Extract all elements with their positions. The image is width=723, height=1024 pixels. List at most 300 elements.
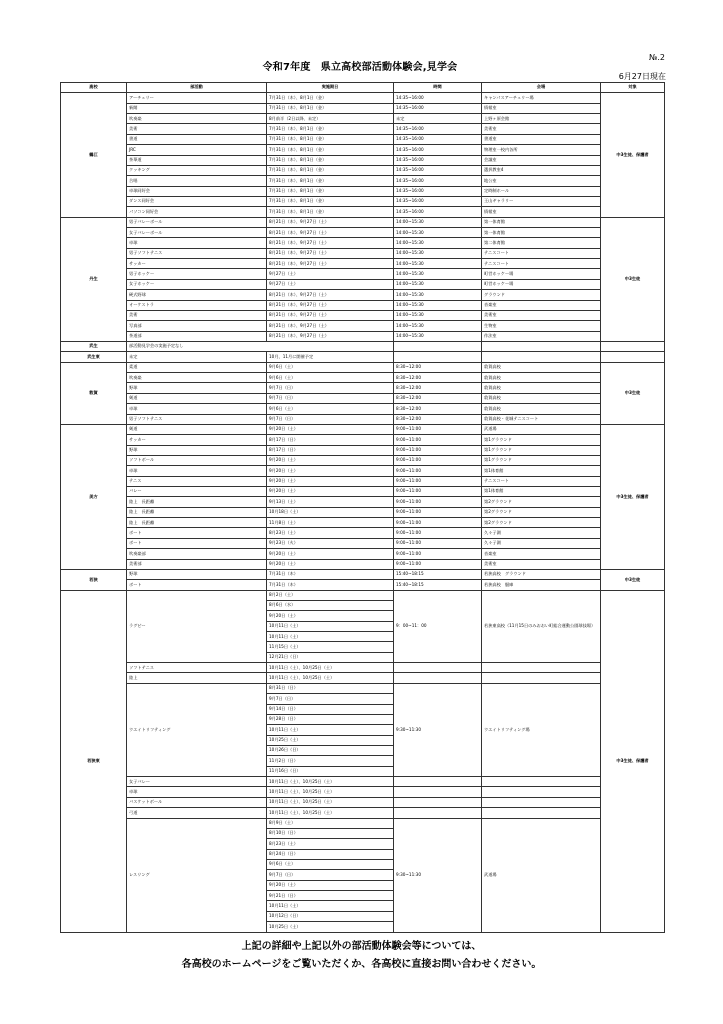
event-venue: 選択教室4	[482, 165, 601, 175]
event-venue: 第1体育館	[482, 487, 601, 497]
club-name: 写真部	[127, 321, 267, 331]
event-venue: 美術室	[482, 559, 601, 569]
event-date: 7月31日（木）、8月1日（金）	[267, 155, 394, 165]
page-title: 令和7年度 県立高校部活動体験会,見学会	[262, 62, 458, 73]
event-time	[394, 787, 482, 797]
club-name: 美術	[127, 310, 267, 320]
club-name: 新聞	[127, 103, 267, 113]
event-time: 14:35~16:00	[394, 145, 482, 155]
event-time: 14:00~15:30	[394, 228, 482, 238]
event-time: 14:35~16:00	[394, 103, 482, 113]
target-audience: 中3生徒、保護者	[601, 590, 665, 932]
school-name: 丹生	[61, 217, 127, 341]
table-row	[61, 93, 665, 103]
event-date: 9月6日（土）	[267, 362, 394, 372]
event-venue: 若狭東高校（11月15日のみおおい町総合運動公園球技場）	[482, 590, 601, 663]
event-date: 8月10日（日）	[267, 828, 394, 838]
club-name: ラグビー	[127, 590, 267, 663]
table-row	[61, 787, 665, 797]
event-date: 10月11日（土）、10月25日（土）	[267, 777, 394, 787]
event-date: 7月31日（木）、8月1日（金）	[267, 196, 394, 206]
event-time: 未定	[394, 114, 482, 124]
event-date: 10月18日（土）	[267, 507, 394, 517]
event-date: 9月20日（土）	[267, 880, 394, 890]
event-time: 14:35~16:00	[394, 124, 482, 134]
event-date: 8月31日（日）	[267, 683, 394, 693]
event-venue	[482, 777, 601, 787]
event-date: 7月31日（木）	[267, 569, 394, 579]
table-row	[61, 528, 665, 538]
event-date: 7月31日（木）、8月1日（金）	[267, 103, 394, 113]
event-time: 9:30~11:30	[394, 818, 482, 932]
event-time: 8:30~12:00	[394, 373, 482, 383]
event-date: 9月7日（日）	[267, 383, 394, 393]
event-venue: 敦賀高校・花城テニスコート	[482, 414, 601, 424]
event-date: 7月31日（木）、8月1日（金）	[267, 165, 394, 175]
event-venue: キャンパスアーチェリー場	[482, 93, 601, 103]
event-date: 10月12日（日）	[267, 911, 394, 921]
club-name: 陸上 長距離	[127, 497, 267, 507]
event-time: 14:00~15:30	[394, 331, 482, 341]
event-venue: 第一体育館	[482, 228, 601, 238]
school-name: 若狭東	[61, 590, 127, 932]
event-date: 8月23日（土）	[267, 528, 394, 538]
event-time	[394, 352, 482, 362]
table-row	[61, 435, 665, 445]
club-name: 女子ホッケー	[127, 279, 267, 289]
event-time: 9:00~11:00	[394, 518, 482, 528]
target-audience	[601, 352, 665, 362]
table-row	[61, 777, 665, 787]
event-date: 10月11日（土）、10月25日（土）	[267, 663, 394, 673]
event-venue: 情報室	[482, 103, 601, 113]
column-header-time: 時間	[394, 83, 482, 93]
event-venue: 第2グラウンド	[482, 507, 601, 517]
event-time: 14:35~16:00	[394, 176, 482, 186]
event-time: 14:00~15:30	[394, 238, 482, 248]
event-date: 9月27日（土）	[267, 279, 394, 289]
table-row	[61, 673, 665, 683]
event-venue: 音楽室	[482, 300, 601, 310]
event-date: 9月7日（日）	[267, 694, 394, 704]
event-venue: 第1グラウンド	[482, 445, 601, 455]
event-date: 9月20日（土）	[267, 476, 394, 486]
event-date: 8月21日（木）、9月27日（土）	[267, 259, 394, 269]
event-time: 8:30~12:00	[394, 393, 482, 403]
club-name: 卓球同好会	[127, 186, 267, 196]
event-time: 9:00~11:00	[394, 528, 482, 538]
table-row	[61, 228, 665, 238]
table-row	[61, 165, 665, 175]
club-name: ソフトテニス	[127, 663, 267, 673]
event-date: 8月23日（土）	[267, 839, 394, 849]
event-date: 9月7日（日）	[267, 870, 394, 880]
club-name: 美術	[127, 124, 267, 134]
event-venue: 敦賀高校	[482, 393, 601, 403]
event-time: 8:30~12:00	[394, 383, 482, 393]
event-date: 8月21日（木）、9月27日（土）	[267, 238, 394, 248]
table-row	[61, 455, 665, 465]
event-time: 9:00~11:00	[394, 538, 482, 548]
school-name: 敦賀	[61, 362, 127, 424]
event-time: 14:00~15:30	[394, 300, 482, 310]
event-venue: 定時制ホール	[482, 186, 601, 196]
table-row	[61, 331, 665, 341]
table-row	[61, 124, 665, 134]
event-date: 9月7日（日）	[267, 414, 394, 424]
club-name: ダンス同好会	[127, 196, 267, 206]
club-name: 吹奏楽	[127, 114, 267, 124]
event-date: 12月21日（日）	[267, 652, 394, 662]
event-date: 9月20日（土）	[267, 466, 394, 476]
event-date: 7月31日（木）、8月1日（金）	[267, 176, 394, 186]
event-date: 8月24日（日）	[267, 849, 394, 859]
event-venue	[482, 673, 601, 683]
event-venue: テニスコート	[482, 476, 601, 486]
event-venue: 物理室一校内各所	[482, 145, 601, 155]
event-date: 9月20日（土）	[267, 611, 394, 621]
school-name: 武生東	[61, 352, 127, 362]
club-name: 茶道部	[127, 331, 267, 341]
event-date: 10月11日（土）、10月25日（土）	[267, 808, 394, 818]
event-time: 14:00~15:30	[394, 269, 482, 279]
event-time: 9:00~11:00	[394, 445, 482, 455]
event-date: 10月11日（土）	[267, 632, 394, 642]
club-name: ボート	[127, 538, 267, 548]
school-name: 武生	[61, 341, 127, 351]
table-row	[61, 186, 665, 196]
club-name: 陸上 長距離	[127, 507, 267, 517]
table-row	[61, 238, 665, 248]
event-date: 9月20日（土）	[267, 424, 394, 434]
event-date: 9月6日（土）	[267, 859, 394, 869]
event-time: 9:00~11:00	[394, 507, 482, 517]
club-name: 男子ソフトテニス	[127, 248, 267, 258]
event-date: 11月8日（土）	[267, 518, 394, 528]
column-header-venue: 会場	[482, 83, 601, 93]
event-date: 9月20日（土）	[267, 487, 394, 497]
event-time: 14:00~15:30	[394, 321, 482, 331]
club-name: 陸上 長距離	[127, 518, 267, 528]
event-time: 14:00~15:30	[394, 290, 482, 300]
event-date: 7月31日（木）、8月1日（金）	[267, 207, 394, 217]
table-row	[61, 549, 665, 559]
event-venue: 若狭高校 艇庫	[482, 580, 601, 590]
event-time	[394, 808, 482, 818]
schedule-table	[60, 82, 665, 933]
event-venue: 生物室	[482, 321, 601, 331]
event-venue: 武道場	[482, 818, 601, 932]
column-header-date: 実施期日	[267, 83, 394, 93]
event-note: 部活動見学会の実施予定なし	[127, 341, 394, 351]
target-audience: 中3生徒	[601, 569, 665, 590]
event-venue	[482, 787, 601, 797]
club-name: 男子ホッケー	[127, 269, 267, 279]
event-venue: 第2グラウンド	[482, 497, 601, 507]
club-name: 卓球	[127, 404, 267, 414]
event-time: 9:00~11:00	[394, 455, 482, 465]
event-time: 14:00~15:30	[394, 310, 482, 320]
club-name: レスリング	[127, 818, 267, 932]
event-date: 10月11日（土）、10月25日（土）	[267, 673, 394, 683]
event-time: 9:00~11:00	[394, 424, 482, 434]
event-venue: 敦賀高校	[482, 404, 601, 414]
club-name: アーチェリー	[127, 93, 267, 103]
club-name: ボート	[127, 528, 267, 538]
event-time	[394, 777, 482, 787]
club-name: 野球	[127, 383, 267, 393]
club-name: 野球	[127, 445, 267, 455]
event-time: 8:30~12:00	[394, 414, 482, 424]
event-date: 7月31日（木）、8月1日（金）	[267, 124, 394, 134]
event-venue	[482, 797, 601, 807]
event-time: 14:35~16:00	[394, 186, 482, 196]
table-row	[61, 207, 665, 217]
school-name: 美方	[61, 424, 127, 569]
event-date: 8月17日（日）	[267, 445, 394, 455]
table-row	[61, 497, 665, 507]
club-name: 書道	[127, 134, 267, 144]
event-date: 8月21日（木）、9月27日（土）	[267, 248, 394, 258]
table-row	[61, 487, 665, 497]
event-date: 7月31日（木）	[267, 580, 394, 590]
event-venue: 敦賀高校	[482, 383, 601, 393]
event-venue: 王山ギャラリー	[482, 196, 601, 206]
table-row	[61, 507, 665, 517]
event-date: 8月21日（木）、9月27日（土）	[267, 300, 394, 310]
event-venue: グラウンド	[482, 290, 601, 300]
event-venue: 久々子湖	[482, 528, 601, 538]
column-header-target: 対象	[601, 83, 665, 93]
event-venue: 第一体育館	[482, 217, 601, 227]
club-name: 吹奏楽	[127, 373, 267, 383]
club-name: バスケットボール	[127, 797, 267, 807]
event-date: 8月21日（木）、9月27日（土）	[267, 290, 394, 300]
club-name: 卓球	[127, 238, 267, 248]
event-venue: 作法室	[482, 331, 601, 341]
table-row	[61, 290, 665, 300]
table-row	[61, 580, 665, 590]
table-header-row	[61, 83, 665, 93]
event-time: 14:35~16:00	[394, 155, 482, 165]
event-date: 10月11日（土）	[267, 621, 394, 631]
school-name: 鶴江	[61, 93, 127, 217]
event-date: 9月21日（日）	[267, 891, 394, 901]
event-date: 9月13日（土）	[267, 497, 394, 507]
event-time: 14:00~15:30	[394, 279, 482, 289]
schedule-table-body	[61, 83, 665, 933]
club-name: ボート	[127, 580, 267, 590]
event-date: 8月2日（土）	[267, 590, 394, 600]
event-venue: 地公室	[482, 176, 601, 186]
event-venue: 第1体育館	[482, 466, 601, 476]
table-row	[61, 518, 665, 528]
table-row	[61, 114, 665, 124]
event-time: 9:00~11:00	[394, 559, 482, 569]
event-date: 10月25日（土）	[267, 922, 394, 933]
club-name: 弓道	[127, 808, 267, 818]
event-time: 14:00~15:30	[394, 217, 482, 227]
event-venue: 上野ヶ原会館	[482, 114, 601, 124]
event-date: 9月20日（土）	[267, 559, 394, 569]
event-date: 7月31日（木）、8月1日（金）	[267, 186, 394, 196]
table-row	[61, 103, 665, 113]
table-row	[61, 279, 665, 289]
event-time: 9:00~11:00	[394, 487, 482, 497]
club-name: 吹奏楽部	[127, 549, 267, 559]
club-name: 合唱	[127, 176, 267, 186]
event-venue: 町営ホッケー場	[482, 279, 601, 289]
table-row	[61, 538, 665, 548]
event-time: 14:35~16:00	[394, 207, 482, 217]
table-row	[61, 300, 665, 310]
footer-note-line2: 各高校のホームページをご覧いただくか、各高校に直接お問い合わせください。	[181, 959, 542, 970]
table-row	[61, 590, 665, 600]
event-date: 10月11日（土）、10月25日（土）	[267, 797, 394, 807]
event-venue: ウエイトリフティング場	[482, 683, 601, 776]
table-row	[61, 797, 665, 807]
event-date: 8月17日（日）	[267, 435, 394, 445]
page-number: №.2	[649, 53, 665, 62]
club-name: オーケストラ	[127, 300, 267, 310]
table-row	[61, 414, 665, 424]
table-row	[61, 383, 665, 393]
club-name: 美術部	[127, 559, 267, 569]
event-date: 9月20日（土）	[267, 549, 394, 559]
footer-note-line1: 上記の詳細や上記以外の部活動体験会等については、	[241, 941, 482, 952]
table-row	[61, 559, 665, 569]
target-audience	[601, 341, 665, 351]
table-row	[61, 155, 665, 165]
event-venue: 第1グラウンド	[482, 455, 601, 465]
event-venue: 第1グラウンド	[482, 435, 601, 445]
event-time: 14:00~15:30	[394, 248, 482, 258]
event-venue: 美術室	[482, 124, 601, 134]
club-name: 柔道	[127, 362, 267, 372]
event-venue: 敦賀高校	[482, 373, 601, 383]
table-row	[61, 269, 665, 279]
club-name: 陸上	[127, 673, 267, 683]
event-date: 7月31日（木）、8月1日（金）	[267, 93, 394, 103]
event-time: 8:30~12:00	[394, 362, 482, 372]
club-name: ソフトボール	[127, 455, 267, 465]
club-name: 茶華道	[127, 155, 267, 165]
event-time: 14:35~16:00	[394, 165, 482, 175]
as-of-date: 6月27日現在	[618, 72, 666, 81]
table-row	[61, 248, 665, 258]
event-venue: 町営ホッケー場	[482, 269, 601, 279]
event-date: 9月6日（土）	[267, 373, 394, 383]
event-venue: 久々子湖	[482, 538, 601, 548]
club-name: サッカー	[127, 259, 267, 269]
event-time	[394, 673, 482, 683]
event-date: 8月21日（木）、9月27日（土）	[267, 217, 394, 227]
event-venue: 音楽室	[482, 549, 601, 559]
table-row	[61, 404, 665, 414]
club-name: 男子ソフトテニス	[127, 414, 267, 424]
event-date: 9月14日（日）	[267, 704, 394, 714]
event-time: 14:35~16:00	[394, 93, 482, 103]
event-time	[394, 797, 482, 807]
event-date: 10月11日（土）	[267, 901, 394, 911]
table-row	[61, 683, 665, 693]
event-date: 11月16日（日）	[267, 766, 394, 776]
table-row	[61, 373, 665, 383]
event-date: 11月2日（日）	[267, 756, 394, 766]
club-name: 硬式野球	[127, 290, 267, 300]
event-venue: 美術室	[482, 310, 601, 320]
event-time: 15:40~18:15	[394, 569, 482, 579]
event-time: 9:00~11:00	[394, 497, 482, 507]
event-venue: 書道室	[482, 134, 601, 144]
table-row	[61, 424, 665, 434]
club-name: バレー	[127, 487, 267, 497]
table-row	[61, 818, 665, 828]
target-audience: 中3生徒	[601, 362, 665, 424]
table-row	[61, 476, 665, 486]
school-name: 若狭	[61, 569, 127, 590]
event-venue: 情報室	[482, 207, 601, 217]
event-date: 10月25日（土）	[267, 735, 394, 745]
table-row	[61, 445, 665, 455]
event-date: 8月前半（2日以降、未定）	[267, 114, 394, 124]
event-date: 10月、11月に開催予定	[267, 352, 394, 362]
event-time: 9:00~11:00	[394, 549, 482, 559]
club-name: 剣道	[127, 424, 267, 434]
club-name: クッキング	[127, 165, 267, 175]
event-time: 14:00~15:30	[394, 259, 482, 269]
event-time	[394, 341, 482, 351]
event-venue: テニスコート	[482, 248, 601, 258]
event-time: 9:00~11:00	[394, 466, 482, 476]
event-venue	[482, 808, 601, 818]
event-date: 8月9日（土）	[267, 818, 394, 828]
event-time: 9:00~11:00	[394, 435, 482, 445]
target-audience: 中3生徒、保護者	[601, 424, 665, 569]
table-row	[61, 134, 665, 144]
club-name: 卓球	[127, 466, 267, 476]
event-date: 9月7日（日）	[267, 393, 394, 403]
event-date: 8月21日（木）、9月27日（土）	[267, 310, 394, 320]
table-row	[61, 808, 665, 818]
table-row	[61, 569, 665, 579]
target-audience: 中3生徒	[601, 217, 665, 341]
club-name: 未定	[127, 352, 267, 362]
table-row	[61, 362, 665, 372]
event-date: 11月15日（土）	[267, 642, 394, 652]
event-date: 7月31日（木）、8月1日（金）	[267, 145, 394, 155]
club-name: 女子バレー	[127, 777, 267, 787]
event-venue: 第2グラウンド	[482, 518, 601, 528]
event-date: 8月21日（木）、9月27日（土）	[267, 228, 394, 238]
event-venue: テニスコート	[482, 259, 601, 269]
club-name: 男子バレーボール	[127, 217, 267, 227]
event-date: 9月6日（土）	[267, 404, 394, 414]
event-date: 7月31日（木）、8月1日（金）	[267, 134, 394, 144]
table-row	[61, 196, 665, 206]
event-venue	[482, 352, 601, 362]
event-date: 9月23日（火）	[267, 538, 394, 548]
event-time: 14:35~16:00	[394, 134, 482, 144]
table-row	[61, 393, 665, 403]
table-row	[61, 217, 665, 227]
event-date: 8月6日（水）	[267, 600, 394, 610]
event-venue: 若狭高校 グラウンド	[482, 569, 601, 579]
table-row	[61, 321, 665, 331]
event-time: 15:40~18:15	[394, 580, 482, 590]
event-time: 9：00~11：00	[394, 590, 482, 663]
event-venue: 敦賀高校	[482, 362, 601, 372]
